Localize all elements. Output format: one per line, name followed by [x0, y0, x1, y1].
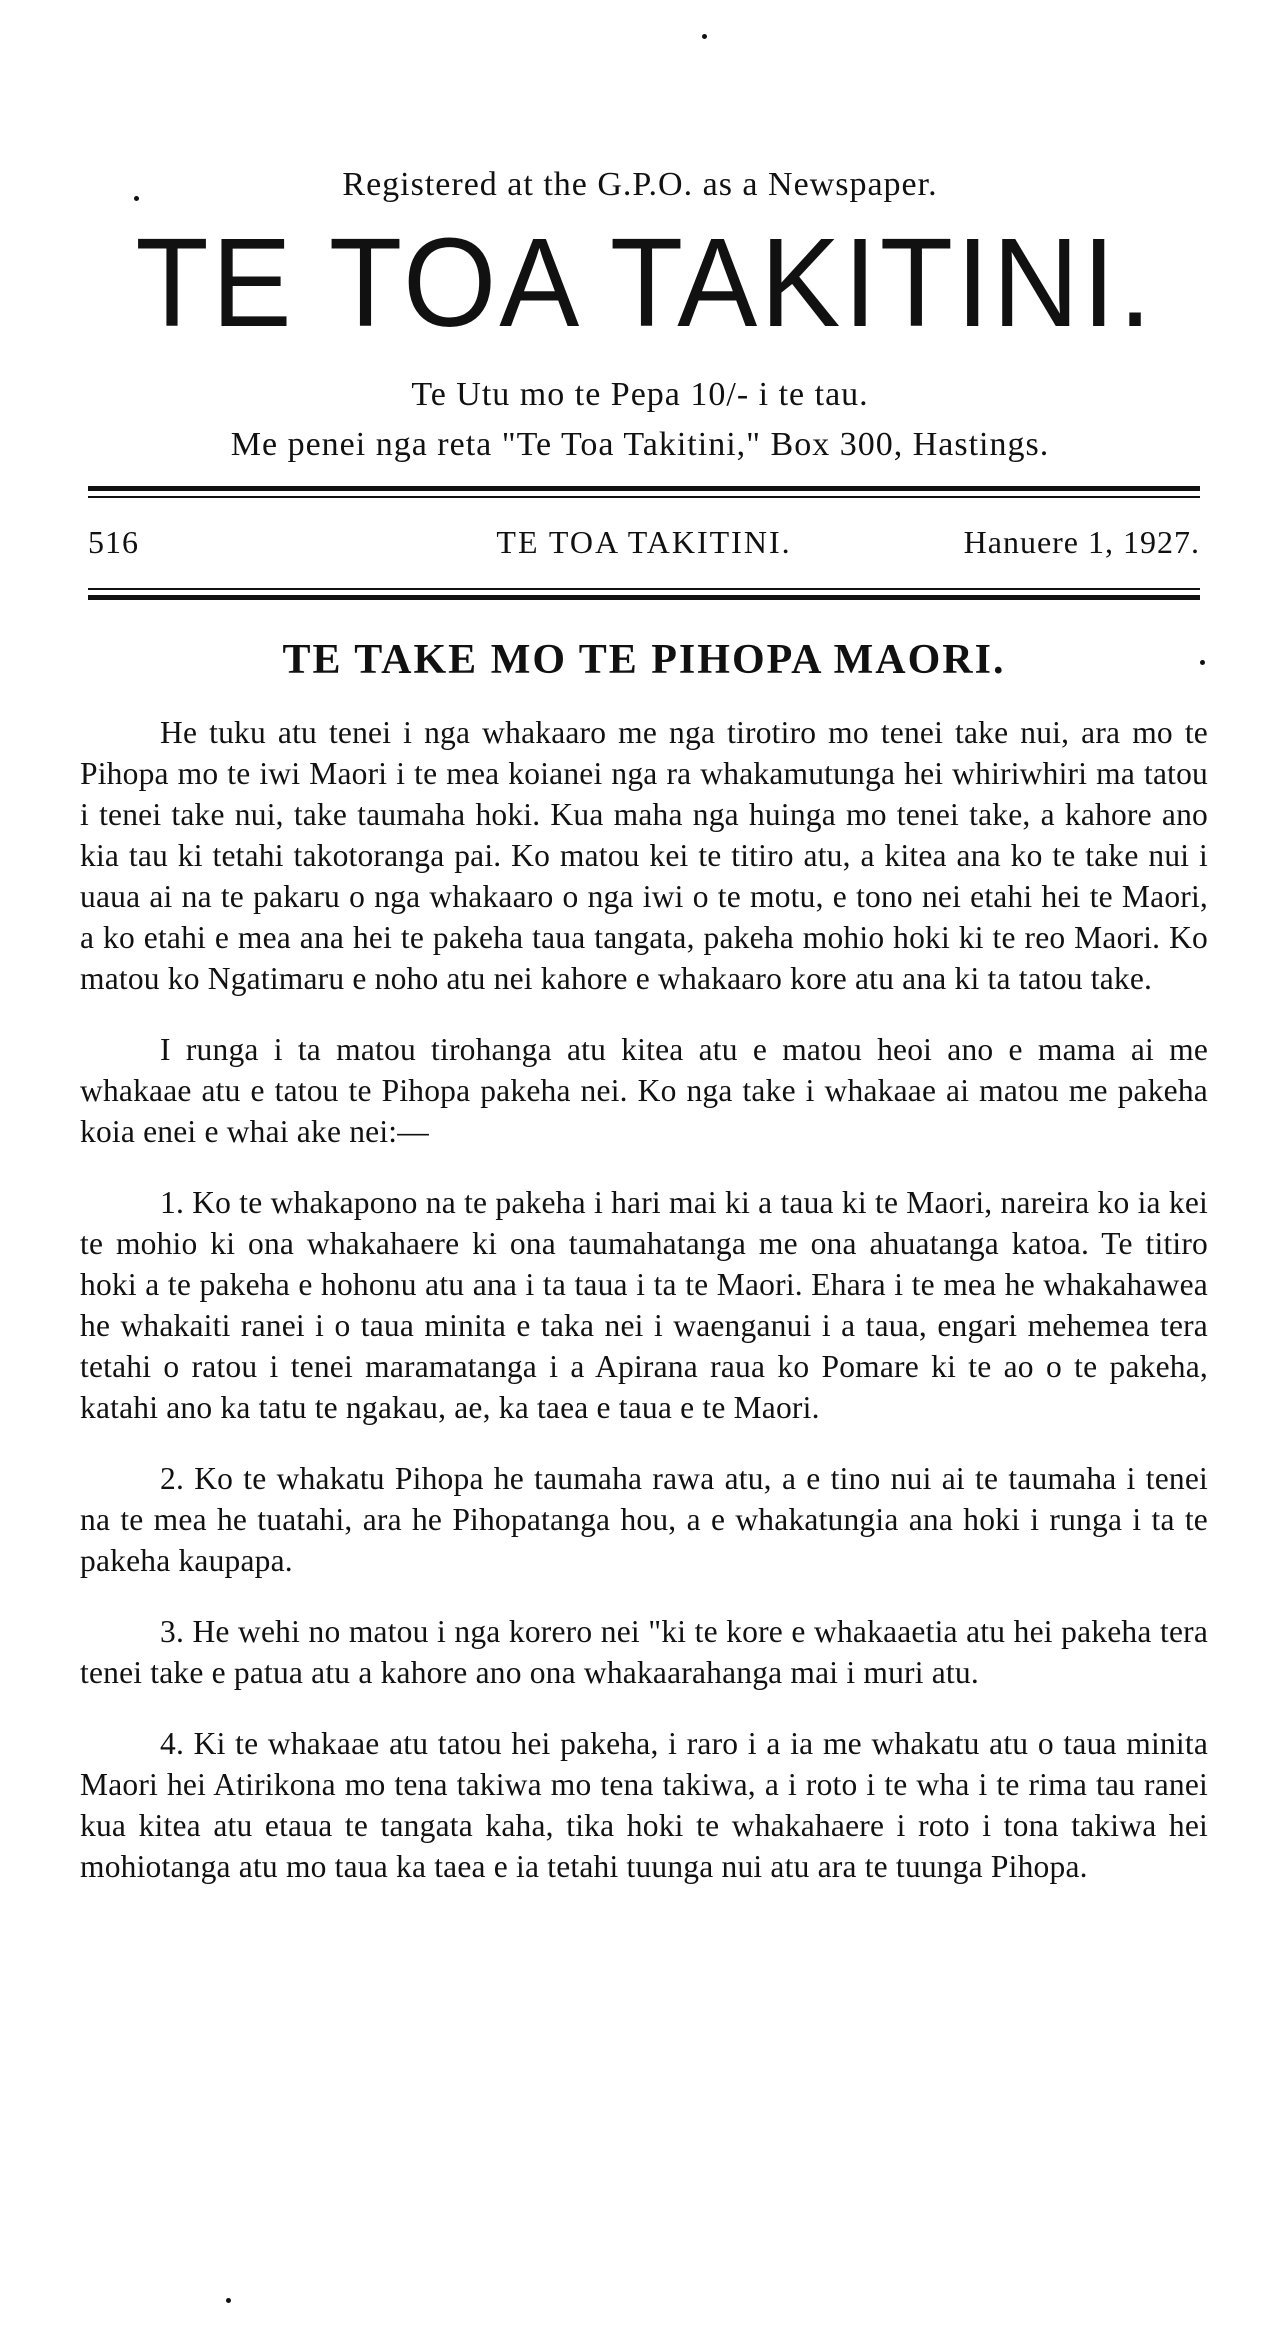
article-paragraph: 3. He wehi no matou i nga korero nei "ki te kore e whakaaetia atu hei pakeha tera tenei take e patua atu a kahore ano ona whakaarahanga mai i muri atu. — [80, 1614, 1208, 1690]
issue-date: Hanuere 1, 1927. — [963, 524, 1200, 560]
running-head — [88, 524, 1200, 568]
article-title: TE TAKE MO TE PIHOPA MAORI. — [282, 637, 1006, 683]
running-paper-name: TE TOA TAKITINI. — [496, 524, 792, 560]
subscription-price: Te Utu mo te Pepa 10/- i te tau. — [411, 376, 869, 413]
article-paragraph: He tuku atu tenei i nga whakaaro me nga tirotiro mo tenei take nui, ara mo te Pihopa mo te iwi Maori i te mea koianei nga ra whakamutunga hei whiriwhiri ma tatou i tenei take nui, take taumaha hoki. Kua maha nga huinga mo tenei take, a kahore ano kia tau ki tetahi takotoranga pai. Ko matou kei te titiro atu, a kitea ana ko te take nui i uaua ai na te pakaru o nga whakaaro o nga iwi o te motu, e tono nei etahi hei te Maori, a ko etahi e mea ana hei te pakeha taua tangata, pakeha mohio hoki ki te reo Maori. Ko matou ko Ngatimaru e noho atu nei kahore e whakaaro kore atu ana ki ta tatou take. — [80, 715, 1208, 996]
article-paragraph: I runga i ta matou tirohanga atu kitea atu e matou heoi ano e mama ai me whakaae atu e tatou te Pihopa pakeha nei. Ko nga take i whakaae ai matou me pakeha koia enei e whai ake nei:— — [80, 1032, 1208, 1149]
masthead-title: TE TOA TAKITINI. — [135, 212, 1155, 354]
header-rule-top — [88, 486, 1200, 491]
header-rule-bottom-thin — [88, 588, 1200, 590]
print-speck — [226, 2298, 231, 2303]
registration-notice: Registered at the G.P.O. as a Newspaper. — [342, 166, 938, 203]
article-paragraph: 2. Ko te whakatu Pihopa he taumaha rawa atu, a e tino nui ai te taumaha i tenei na te mea he tuatahi, ara he Pihopatanga hou, a e whakatungia ana hoki i runga i ta te pakeha kaupapa. — [80, 1461, 1208, 1578]
page-number: 516 — [88, 524, 139, 560]
header-rule-bottom — [88, 595, 1200, 600]
header-rule-top-thin — [88, 496, 1200, 498]
print-speck — [702, 34, 707, 39]
article-paragraph: 4. Ki te whakaae atu tatou hei pakeha, i raro i a ia me whakatu atu o taua minita Maori hei Atirikona mo tena takiwa mo tena takiwa, a i roto i te wha i te rima tau ranei kua kitea atu etaua te tangata kaha, tika hoki te whakahaere i roto i tona takiwa hei mohiotanga atu mo taua ka taea e ia tetahi tuunga nui atu ara te tuunga Pihopa. — [80, 1726, 1208, 1884]
print-speck — [1200, 660, 1205, 665]
article-body — [80, 712, 1208, 1917]
article-paragraph: 1. Ko te whakapono na te pakeha i hari mai ki a taua ki te Maori, nareira ko ia kei te mohio ki ona whakahaere ki ona taumahatanga me ona ahuatanga katoa. Te titiro hoki a te pakeha e hohonu atu ana i ta taua i ta te Maori. Ehara i te mea he whakahawea he whakaiti ranei i o taua minita e taka nei i waenganui i a taua, engari mehemea tera tetahi o ratou i tenei maramatanga i a Apirana raua ko Pomare ki te ao o te pakeha, katahi ano ka tatu te ngakau, ae, ka taea e taua e te Maori. — [80, 1185, 1208, 1425]
postal-address: Me penei nga reta "Te Toa Takitini," Box 300, Hastings. — [230, 426, 1050, 463]
